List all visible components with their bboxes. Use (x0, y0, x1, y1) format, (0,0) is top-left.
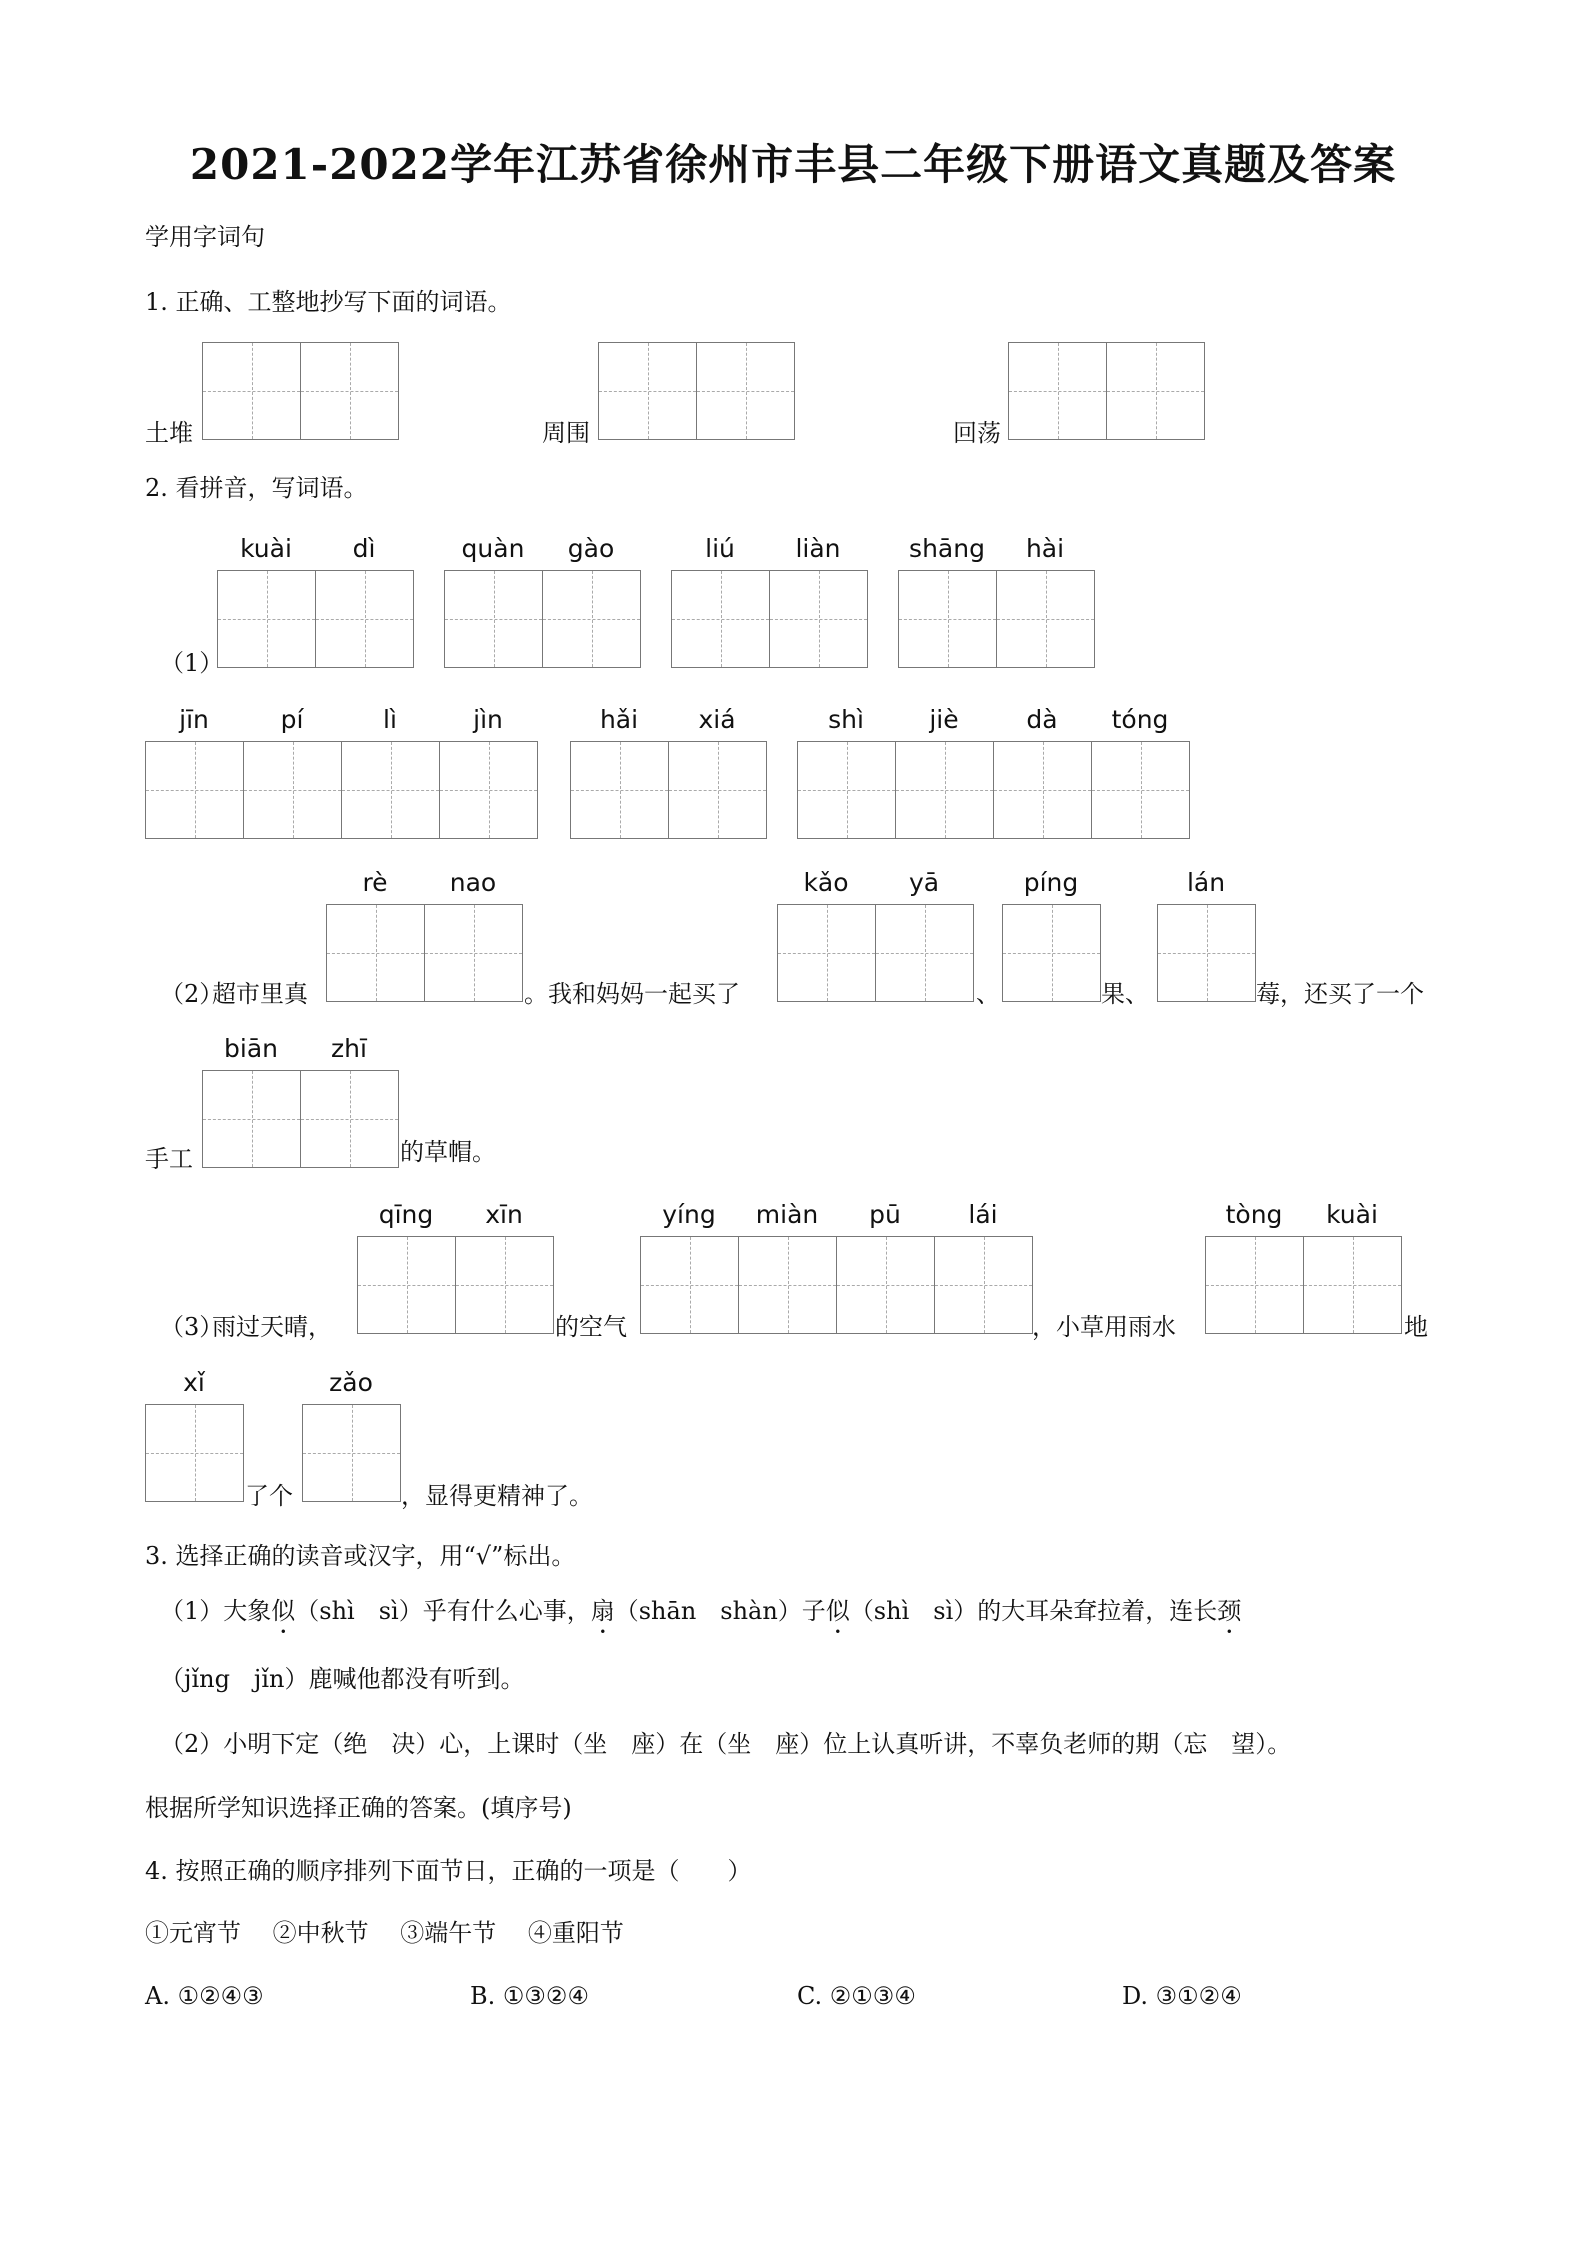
pinyin: lán (1186, 868, 1226, 897)
q2-part2-label: （2） (160, 980, 224, 1008)
writing-grid[interactable] (1157, 904, 1255, 1002)
pinyin: dì (352, 534, 376, 563)
pinyin: quàn (461, 534, 525, 563)
writing-grid[interactable] (1002, 904, 1100, 1002)
pinyin: nao (449, 868, 497, 897)
option-b[interactable]: B. ①③②④ (470, 1982, 589, 2010)
writing-grid[interactable] (326, 904, 522, 1002)
q1-word-2: 周围 (542, 419, 590, 447)
q1-prompt: 1. 正确、工整地抄写下面的词语。 (145, 288, 512, 316)
q3-prompt: 3. 选择正确的读音或汉字，用“√”标出。 (145, 1542, 576, 1570)
option-a[interactable]: A. ①②④③ (145, 1982, 264, 2010)
pinyin: pí (280, 705, 304, 734)
pinyin: shāng (909, 534, 985, 563)
q2-part2-text: 、 (976, 980, 1000, 1008)
pinyin: kuài (240, 534, 292, 563)
pinyin: xiá (698, 705, 736, 734)
writing-grid[interactable] (202, 1070, 398, 1168)
pinyin: liú (705, 534, 735, 563)
pinyin: tóng (1111, 705, 1169, 734)
pinyin: lái (968, 1200, 998, 1229)
writing-grid[interactable] (217, 570, 413, 668)
q2-part2-text: 的草帽。 (400, 1138, 496, 1166)
q2-part2-text: 莓，还买了一个 (1256, 980, 1424, 1008)
pinyin: hài (1025, 534, 1065, 563)
q2-part3-label: （3） (160, 1313, 224, 1341)
q4-items: ①元宵节 ②中秋节 ③端午节 ④重阳节 (145, 1919, 624, 1947)
q2-part3-text: 的空气 (555, 1313, 627, 1341)
q2-part3-text: 地 (1404, 1313, 1428, 1341)
q1-word-3: 回荡 (953, 419, 1001, 447)
writing-grid[interactable] (777, 904, 973, 1002)
pinyin: biān (224, 1034, 278, 1063)
writing-grid[interactable] (1205, 1236, 1401, 1334)
pinyin: yā (908, 868, 940, 897)
writing-grid[interactable] (302, 1404, 400, 1502)
option-d[interactable]: D. ③①②④ (1122, 1982, 1242, 2010)
pinyin: rè (362, 868, 388, 897)
writing-grid[interactable] (797, 741, 1189, 839)
writing-grid[interactable] (145, 741, 537, 839)
pinyin: lì (383, 705, 397, 734)
pinyin: dà (1026, 705, 1058, 734)
writing-grid[interactable] (1008, 342, 1204, 440)
pinyin: miàn (755, 1200, 819, 1229)
pinyin: píng (1023, 868, 1079, 897)
q3-line-4: 根据所学知识选择正确的答案。(填序号) (145, 1794, 572, 1822)
q4-prompt: 4. 按照正确的顺序排列下面节日，正确的一项是（ ） (145, 1857, 752, 1885)
pinyin: liàn (795, 534, 841, 563)
q2-part3-text: 了个 (245, 1482, 293, 1510)
pinyin: kuài (1326, 1200, 1378, 1229)
pinyin: pū (869, 1200, 901, 1229)
q2-part2-text: 超市里真 (212, 980, 308, 1008)
q2-prompt: 2. 看拼音，写词语。 (145, 474, 368, 502)
writing-grid[interactable] (898, 570, 1094, 668)
q3-line-1: （1）大象似（shì sì）乎有什么心事，扇（shān shàn）子似（shì sì）的大耳朵耷拉着，连长颈 (160, 1597, 1242, 1625)
q2-part3-text: 雨过天晴， (212, 1313, 332, 1341)
q3-line-3: （2）小明下定（绝 决）心，上课时（坐 座）在（坐 座）位上认真听讲，不辜负老师的期（忘 望）。 (160, 1730, 1292, 1758)
q2-part3-text: ，显得更精神了。 (401, 1482, 593, 1510)
q2-part3-text: ，小草用雨水 (1032, 1313, 1176, 1341)
pinyin: yíng (662, 1200, 716, 1229)
writing-grid[interactable] (357, 1236, 553, 1334)
page-title: 2021-2022学年江苏省徐州市丰县二年级下册语文真题及答案 (189, 140, 1397, 189)
writing-grid[interactable] (202, 342, 398, 440)
pinyin: gào (567, 534, 615, 563)
pinyin: jìn (473, 705, 503, 734)
q1-word-1: 土堆 (145, 419, 193, 447)
q3-line-2: （jǐng jǐn）鹿喊他都没有听到。 (160, 1665, 525, 1693)
writing-grid[interactable] (444, 570, 640, 668)
writing-grid[interactable] (640, 1236, 1032, 1334)
q2-part1-label: （1） (160, 649, 224, 677)
pinyin: xīn (485, 1200, 523, 1229)
q2-part2-text: 手工 (145, 1145, 193, 1173)
writing-grid[interactable] (598, 342, 794, 440)
pinyin: xǐ (183, 1368, 205, 1397)
writing-grid[interactable] (145, 1404, 243, 1502)
pinyin: jiè (929, 705, 959, 734)
q2-part2-text: 。我和妈妈一起买了 (524, 980, 740, 1008)
section-heading: 学用字词句 (145, 223, 265, 251)
writing-grid[interactable] (570, 741, 766, 839)
q2-part2-text: 果、 (1101, 980, 1149, 1008)
pinyin: jīn (179, 705, 209, 734)
pinyin: zǎo (329, 1368, 373, 1397)
pinyin: shì (828, 705, 864, 734)
option-c[interactable]: C. ②①③④ (797, 1982, 916, 2010)
pinyin: qīng (378, 1200, 434, 1229)
pinyin: zhī (331, 1034, 367, 1063)
pinyin: hǎi (599, 705, 639, 734)
writing-grid[interactable] (671, 570, 867, 668)
pinyin: tòng (1225, 1200, 1283, 1229)
pinyin: kǎo (803, 868, 849, 897)
